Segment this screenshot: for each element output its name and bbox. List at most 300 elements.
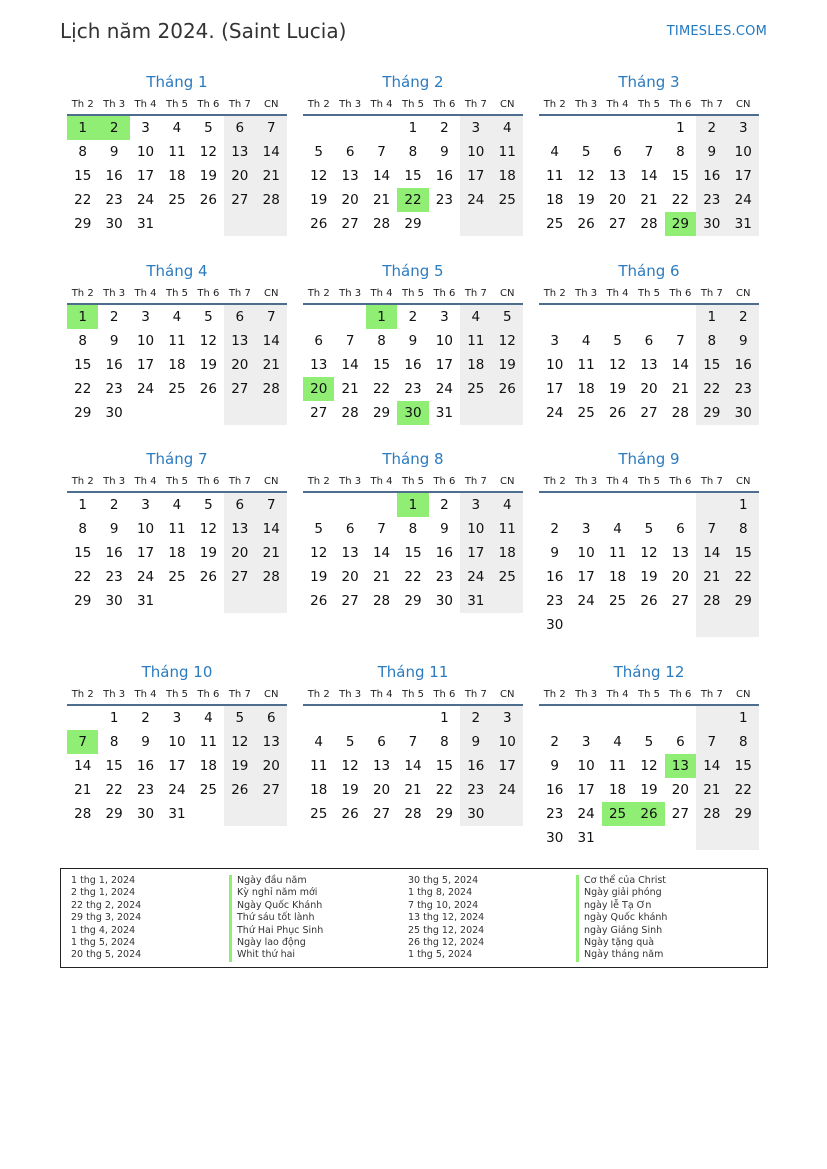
empty-cell	[539, 305, 570, 329]
empty-cell	[633, 826, 664, 850]
day-cell: 23	[728, 377, 759, 401]
day-cell: 30	[435, 593, 453, 609]
day-cell: 12	[577, 168, 595, 184]
weekday-label: Th 7	[700, 476, 723, 487]
day-cell: 11	[608, 758, 627, 774]
weekday-label: Th 4	[606, 288, 629, 299]
day-cell: 26	[577, 216, 595, 232]
day-cell: 1	[676, 120, 685, 136]
day-cell: 21	[256, 541, 287, 565]
day-cell: 2	[408, 309, 418, 325]
day-cell: 29	[105, 806, 123, 822]
day-cell: 17	[460, 541, 491, 565]
holiday-day-cell: 7	[67, 730, 98, 754]
day-cell: 25	[492, 188, 523, 212]
day-cell: 13	[671, 545, 689, 561]
empty-cell	[696, 826, 727, 850]
weekday-label: Th 6	[197, 689, 220, 700]
day-cell: 26	[310, 593, 328, 609]
days-grid	[303, 493, 523, 613]
day-cell: 29	[728, 802, 759, 826]
day-cell: 6	[377, 734, 386, 750]
day-cell: 5	[224, 706, 255, 730]
day-cell: 25	[168, 381, 186, 397]
empty-cell	[602, 493, 633, 517]
empty-cell	[256, 589, 287, 613]
day-cell: 13	[224, 140, 255, 164]
month-title: Tháng 12	[613, 663, 685, 681]
empty-cell	[303, 706, 334, 730]
day-cell: 24	[435, 381, 453, 397]
day-cell: 13	[341, 545, 359, 561]
month-block	[303, 661, 523, 826]
day-cell: 29	[404, 216, 422, 232]
weekday-label: Th 4	[370, 288, 393, 299]
day-cell: 24	[136, 569, 155, 585]
day-cell: 18	[546, 192, 564, 208]
day-cell: 27	[256, 778, 287, 802]
day-cell: 13	[640, 357, 658, 373]
day-cell: 7	[256, 116, 287, 140]
day-cell: 5	[644, 734, 654, 750]
day-cell: 2	[550, 521, 559, 537]
weekday-label: Th 7	[700, 288, 723, 299]
empty-cell	[303, 116, 334, 140]
day-cell: 16	[136, 758, 155, 774]
empty-cell	[334, 116, 365, 140]
holiday-name: ngày Quốc khánh	[576, 912, 667, 924]
weekday-label: Th 3	[575, 99, 598, 110]
empty-cell	[303, 493, 334, 517]
day-cell: 6	[613, 144, 622, 160]
weekday-label: Th 3	[103, 689, 126, 700]
day-cell: 29	[74, 405, 92, 421]
month-title: Tháng 7	[146, 450, 208, 468]
weekday-label: Th 6	[433, 689, 456, 700]
day-cell: 23	[105, 569, 123, 585]
day-cell: 30	[728, 401, 759, 425]
day-cell: 26	[608, 405, 627, 421]
day-cell: 3	[581, 521, 591, 537]
day-cell: 15	[671, 168, 689, 184]
legend-column	[408, 875, 484, 962]
weekday-label: CN	[264, 288, 279, 299]
holiday-name: Cơ thể của Christ	[576, 875, 667, 887]
day-cell: 20	[224, 164, 255, 188]
holiday-day-cell: 2	[98, 116, 129, 140]
day-cell: 1	[408, 120, 418, 136]
day-cell: 6	[224, 493, 255, 517]
day-cell: 3	[141, 309, 150, 325]
days-grid	[67, 116, 287, 236]
day-cell: 13	[224, 517, 255, 541]
day-cell: 24	[460, 565, 491, 589]
day-cell: 18	[608, 569, 627, 585]
day-cell: 10	[168, 734, 186, 750]
day-cell: 20	[640, 381, 658, 397]
day-cell: 9	[696, 140, 727, 164]
empty-cell	[193, 802, 224, 826]
day-cell: 31	[168, 806, 186, 822]
day-cell: 21	[372, 569, 391, 585]
weekday-label: Th 7	[464, 476, 487, 487]
holiday-day-cell: 1	[366, 305, 397, 329]
day-cell: 21	[696, 565, 727, 589]
day-cell: 27	[372, 806, 391, 822]
holiday-day-cell: 1	[67, 305, 98, 329]
weekday-label: Th 3	[339, 476, 362, 487]
empty-cell	[570, 305, 601, 329]
weekday-label: Th 3	[575, 689, 598, 700]
weekday-label: CN	[264, 689, 279, 700]
weekday-header	[539, 471, 759, 493]
day-cell: 2	[696, 116, 727, 140]
day-cell: 27	[224, 188, 255, 212]
day-cell: 22	[74, 381, 92, 397]
day-cell: 21	[696, 778, 727, 802]
day-cell: 6	[314, 333, 323, 349]
weekday-label: Th 5	[401, 288, 424, 299]
day-cell: 14	[640, 168, 658, 184]
weekday-label: Th 3	[339, 99, 362, 110]
empty-cell	[539, 116, 570, 140]
day-cell: 19	[492, 353, 523, 377]
day-cell: 11	[546, 168, 564, 184]
weekday-label: Th 6	[669, 99, 692, 110]
day-cell: 17	[136, 545, 155, 561]
day-cell: 9	[141, 734, 150, 750]
day-cell: 15	[74, 357, 92, 373]
holiday-date: 26 thg 12, 2024	[408, 936, 485, 948]
holiday-day-cell: 26	[633, 802, 664, 826]
weekday-label: Th 7	[228, 99, 251, 110]
day-cell: 4	[460, 305, 491, 329]
weekday-label: Th 3	[575, 476, 598, 487]
day-cell: 2	[550, 734, 559, 750]
holiday-day-cell: 13	[665, 754, 696, 778]
day-cell: 29	[372, 405, 391, 421]
weekday-label: Th 4	[370, 476, 393, 487]
day-cell: 24	[168, 782, 186, 798]
day-cell: 31	[460, 589, 491, 613]
day-cell: 16	[435, 545, 453, 561]
weekday-label: Th 3	[103, 288, 126, 299]
day-cell: 26	[199, 569, 217, 585]
holiday-day-cell: 25	[602, 802, 633, 826]
day-cell: 4	[550, 144, 559, 160]
empty-cell	[633, 613, 664, 637]
holiday-name: Kỳ nghỉ năm mới	[229, 887, 323, 899]
weekday-label: Th 2	[307, 689, 330, 700]
day-cell: 13	[256, 730, 287, 754]
day-cell: 26	[492, 377, 523, 401]
day-cell: 9	[109, 333, 119, 349]
day-cell: 3	[550, 333, 559, 349]
month-title: Tháng 11	[377, 663, 449, 681]
day-cell: 22	[372, 381, 391, 397]
empty-cell	[696, 493, 727, 517]
day-cell: 10	[546, 357, 564, 373]
day-cell: 30	[696, 212, 727, 236]
day-cell: 2	[440, 497, 449, 513]
empty-cell	[665, 826, 696, 850]
holiday-name: ngày Giáng Sinh	[576, 925, 667, 937]
day-cell: 15	[728, 541, 759, 565]
day-cell: 14	[256, 140, 287, 164]
day-cell: 24	[546, 405, 564, 421]
day-cell: 8	[440, 734, 449, 750]
day-cell: 14	[372, 168, 391, 184]
day-cell: 26	[640, 593, 658, 609]
day-cell: 11	[608, 545, 627, 561]
day-cell: 21	[372, 192, 391, 208]
month-block	[539, 71, 759, 236]
day-cell: 1	[696, 305, 727, 329]
empty-cell	[633, 706, 664, 730]
empty-cell	[728, 613, 759, 637]
empty-cell	[492, 589, 523, 613]
day-cell: 29	[74, 593, 92, 609]
day-cell: 23	[546, 593, 564, 609]
weekday-label: Th 4	[134, 288, 157, 299]
day-cell: 26	[341, 806, 359, 822]
day-cell: 14	[696, 541, 727, 565]
day-cell: 27	[341, 216, 359, 232]
day-cell: 22	[435, 782, 453, 798]
weekday-label: Th 7	[700, 689, 723, 700]
day-cell: 24	[460, 188, 491, 212]
day-cell: 1	[78, 497, 87, 513]
empty-cell	[728, 826, 759, 850]
day-cell: 5	[492, 305, 523, 329]
empty-cell	[224, 212, 255, 236]
day-cell: 17	[136, 357, 155, 373]
site-link[interactable]: TIMESLES.COM	[666, 24, 767, 39]
day-cell: 2	[460, 706, 491, 730]
day-cell: 11	[168, 521, 186, 537]
day-cell: 6	[676, 734, 685, 750]
day-cell: 5	[581, 144, 591, 160]
day-cell: 20	[671, 569, 689, 585]
day-cell: 23	[460, 778, 491, 802]
day-cell: 9	[109, 521, 119, 537]
month-block	[67, 260, 287, 425]
empty-cell	[224, 802, 255, 826]
day-cell: 28	[696, 589, 727, 613]
day-cell: 17	[577, 782, 595, 798]
holiday-day-cell: 1	[67, 116, 98, 140]
day-cell: 21	[74, 782, 92, 798]
weekday-label: Th 2	[543, 476, 566, 487]
day-cell: 12	[199, 333, 217, 349]
weekday-label: Th 5	[637, 288, 660, 299]
empty-cell	[492, 401, 523, 425]
month-block	[303, 260, 523, 425]
day-cell: 23	[696, 188, 727, 212]
weekday-label: CN	[264, 99, 279, 110]
day-cell: 28	[341, 405, 359, 421]
holiday-date: 1 thg 5, 2024	[71, 936, 136, 948]
day-cell: 10	[577, 545, 595, 561]
day-cell: 1	[109, 710, 119, 726]
day-cell: 23	[136, 782, 155, 798]
day-cell: 28	[256, 377, 287, 401]
weekday-header	[303, 94, 523, 116]
day-cell: 28	[696, 802, 727, 826]
day-cell: 27	[224, 377, 255, 401]
weekday-label: Th 2	[71, 288, 94, 299]
day-cell: 11	[310, 758, 328, 774]
days-grid	[303, 305, 523, 425]
day-cell: 15	[435, 758, 453, 774]
day-cell: 3	[728, 116, 759, 140]
day-cell: 19	[640, 569, 658, 585]
month-block	[303, 448, 523, 613]
holiday-date: 1 thg 8, 2024	[408, 887, 473, 899]
holiday-day-cell: 20	[303, 377, 334, 401]
day-cell: 13	[341, 168, 359, 184]
day-cell: 2	[141, 710, 150, 726]
weekday-label: Th 4	[134, 99, 157, 110]
weekday-label: Th 5	[165, 689, 188, 700]
day-cell: 16	[105, 545, 123, 561]
day-cell: 24	[577, 806, 595, 822]
day-cell: 23	[105, 192, 123, 208]
empty-cell	[334, 706, 365, 730]
day-cell: 13	[372, 758, 391, 774]
holiday-date: 13 thg 12, 2024	[408, 912, 485, 924]
day-cell: 16	[435, 168, 453, 184]
day-cell: 13	[608, 168, 627, 184]
days-grid	[67, 305, 287, 425]
holiday-legend	[60, 868, 768, 968]
weekday-label: Th 6	[433, 99, 456, 110]
day-cell: 21	[671, 381, 689, 397]
weekday-label: Th 6	[669, 476, 692, 487]
day-cell: 11	[168, 333, 186, 349]
day-cell: 26	[310, 216, 328, 232]
day-cell: 28	[256, 188, 287, 212]
weekday-label: Th 5	[401, 689, 424, 700]
holiday-day-cell: 22	[397, 188, 428, 212]
day-cell: 18	[310, 782, 328, 798]
day-cell: 21	[341, 381, 359, 397]
day-cell: 24	[492, 778, 523, 802]
day-cell: 24	[136, 381, 155, 397]
day-cell: 15	[105, 758, 123, 774]
empty-cell	[429, 212, 460, 236]
day-cell: 17	[546, 381, 564, 397]
day-cell: 17	[136, 168, 155, 184]
day-cell: 11	[460, 329, 491, 353]
weekday-label: Th 5	[637, 476, 660, 487]
day-cell: 25	[168, 192, 186, 208]
day-cell: 10	[728, 140, 759, 164]
day-cell: 2	[109, 309, 119, 325]
weekday-header	[67, 94, 287, 116]
empty-cell	[397, 706, 428, 730]
day-cell: 4	[613, 734, 622, 750]
day-cell: 16	[460, 754, 491, 778]
empty-cell	[256, 212, 287, 236]
day-cell: 15	[404, 168, 422, 184]
day-cell: 20	[608, 192, 627, 208]
day-cell: 12	[199, 521, 217, 537]
day-cell: 25	[310, 806, 328, 822]
day-cell: 1	[728, 706, 759, 730]
day-cell: 8	[728, 730, 759, 754]
day-cell: 18	[577, 381, 595, 397]
day-cell: 12	[310, 168, 328, 184]
empty-cell	[570, 493, 601, 517]
empty-cell	[366, 493, 397, 517]
days-grid	[303, 116, 523, 236]
empty-cell	[665, 613, 696, 637]
day-cell: 23	[404, 381, 422, 397]
empty-cell	[665, 305, 696, 329]
day-cell: 1	[440, 710, 449, 726]
weekday-header	[303, 684, 523, 706]
day-cell: 16	[546, 782, 564, 798]
day-cell: 8	[408, 521, 418, 537]
day-cell: 19	[608, 381, 627, 397]
empty-cell	[334, 305, 365, 329]
day-cell: 4	[172, 309, 182, 325]
days-grid	[539, 305, 759, 425]
weekday-label: Th 5	[637, 689, 660, 700]
days-grid	[67, 493, 287, 613]
weekday-label: Th 4	[606, 689, 629, 700]
day-cell: 12	[640, 758, 658, 774]
day-cell: 9	[440, 144, 449, 160]
day-cell: 7	[676, 333, 685, 349]
weekday-label: Th 5	[165, 99, 188, 110]
holiday-date: 22 thg 2, 2024	[71, 899, 142, 911]
day-cell: 28	[256, 565, 287, 589]
day-cell: 22	[404, 569, 422, 585]
weekday-header	[539, 94, 759, 116]
weekday-label: Th 2	[543, 689, 566, 700]
holiday-date: 20 thg 5, 2024	[71, 949, 142, 961]
empty-cell	[130, 401, 161, 425]
day-cell: 23	[105, 381, 123, 397]
day-cell: 7	[696, 517, 727, 541]
empty-cell	[696, 706, 727, 730]
weekday-label: CN	[500, 689, 515, 700]
weekday-header	[67, 283, 287, 305]
day-cell: 21	[256, 164, 287, 188]
weekday-label: Th 5	[401, 99, 424, 110]
weekday-label: Th 2	[307, 99, 330, 110]
empty-cell	[492, 802, 523, 826]
empty-cell	[366, 706, 397, 730]
weekday-label: Th 4	[134, 689, 157, 700]
holiday-name: ngày lễ Tạ Ơn	[576, 900, 667, 912]
weekday-label: Th 4	[370, 689, 393, 700]
day-cell: 10	[136, 521, 155, 537]
day-cell: 9	[460, 730, 491, 754]
day-cell: 22	[671, 192, 689, 208]
holiday-date: 7 thg 10, 2024	[408, 899, 479, 911]
day-cell: 14	[671, 357, 689, 373]
weekday-label: Th 7	[464, 288, 487, 299]
weekday-header	[303, 283, 523, 305]
day-cell: 19	[199, 357, 217, 373]
month-title: Tháng 5	[382, 262, 444, 280]
day-cell: 5	[204, 497, 213, 513]
day-cell: 20	[224, 541, 255, 565]
day-cell: 28	[372, 216, 391, 232]
